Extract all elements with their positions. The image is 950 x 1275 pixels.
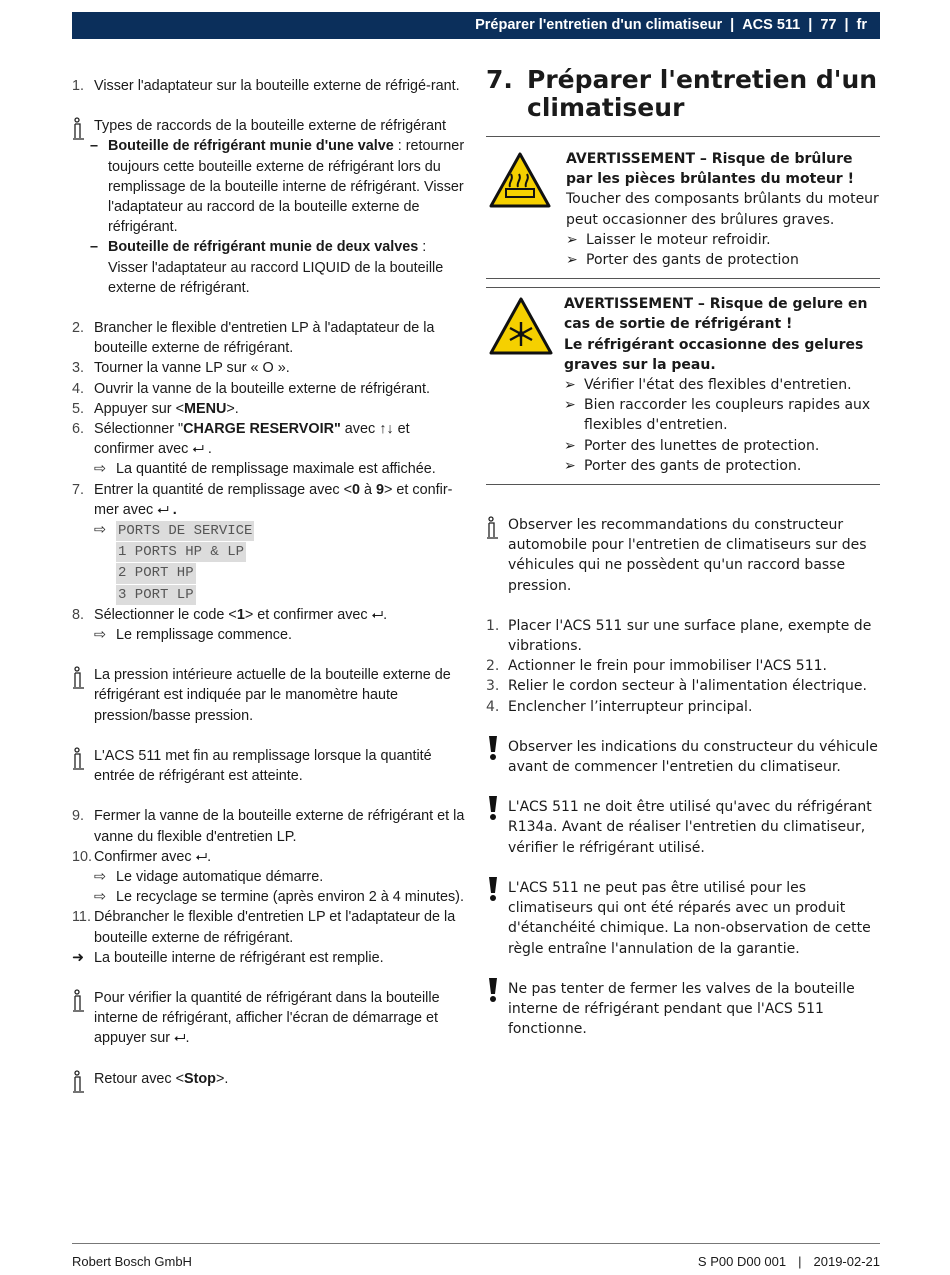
warning-action — [564, 456, 880, 476]
step-number: 9. — [72, 808, 85, 825]
dash-text: : retourner toujours cette bouteille externe de réfrigérant lors du remplissage de la bouteille interne de réfrigérant. Visser l'adaptateur au raccord de la bouteille externe de réfrigérant. — [108, 138, 465, 236]
step-11 — [72, 907, 467, 947]
info-icon — [486, 516, 500, 546]
step-text: Débrancher le flexible d'entretien LP et l'adaptateur de la bouteille externe de réfrigérant. — [94, 909, 456, 946]
step-text: Tourner la vanne LP sur « O ». — [94, 360, 290, 377]
caution-note — [486, 878, 880, 959]
step-text-end: . — [383, 606, 388, 623]
exclamation-icon — [486, 977, 500, 1009]
step-text: Relier le cordon secteur à l'alimentation électrique. — [508, 678, 867, 695]
caution-note — [486, 797, 880, 858]
step-text-post: et confirmer avec — [94, 421, 410, 458]
step-number: 11. — [72, 909, 91, 926]
setup-step — [486, 676, 880, 696]
info-icon — [72, 1070, 86, 1100]
step-number: 4. — [72, 380, 85, 397]
header-page-number: 77 — [820, 17, 837, 33]
info-return — [72, 1069, 467, 1089]
result-text: Le remplissage commence. — [116, 627, 292, 644]
page-header: Préparer l'entretien d'un climatiseur | ACS 511 | 77 | fr — [72, 12, 880, 39]
info-text: L'ACS 511 met fin au remplissage lorsque la quantité entrée de réfrigérant est atteinte. — [94, 747, 432, 785]
warning-action — [564, 375, 880, 395]
dash-item-two-valves — [90, 237, 467, 298]
step-number: 1. — [72, 78, 85, 94]
action-arrow-icon: ➢ — [564, 437, 576, 454]
warning-description: Toucher des composants brûlants du moteur peut occasionner des brûlures graves. — [566, 191, 879, 228]
step-text: Entrer la quantité de remplissage avec < — [94, 481, 352, 498]
enter-key-icon: ⮠ — [195, 848, 208, 865]
section-heading — [486, 66, 880, 122]
result-text: La quantité de remplissage maximale est affichée. — [116, 461, 436, 478]
footer-date: 2019-02-21 — [813, 1254, 880, 1269]
dash-text: : Visser l'adaptateur au raccord LIQUID de la bouteille externe de réfrigérant. — [108, 239, 444, 296]
step-text-end: . — [172, 501, 177, 518]
step-8-result — [94, 625, 467, 645]
warning-burn — [486, 137, 880, 276]
step-text-end: . — [207, 848, 212, 865]
warning-title: AVERTISSEMENT – Risque de gelure en cas de sortie de réfrigérant ! — [564, 296, 868, 333]
setup-step — [486, 697, 880, 717]
info-end-filling — [72, 746, 467, 786]
header-product: ACS 511 — [742, 17, 801, 33]
arrow-keys-icon: ↑↓ — [379, 421, 394, 438]
step-6-result — [94, 459, 467, 479]
step-number: 2. — [486, 658, 500, 675]
step-10 — [72, 847, 467, 867]
dash-bold-label: Bouteille de réfrigérant munie de deux valves — [108, 239, 419, 256]
caution-text: L'ACS 511 ne doit être utilisé qu'avec du réfrigérant R134a. Avant de réaliser l'entretien du climatiseur, vérifier le réfrigérant utilisé. — [508, 799, 872, 856]
action-text: Porter des lunettes de protection. — [584, 437, 820, 454]
step-7 — [72, 480, 467, 520]
step-10-result-2 — [94, 887, 467, 907]
page-footer — [72, 1243, 880, 1269]
step-text-post: > et confirmer avec — [244, 606, 368, 623]
info-text-end: . — [185, 1030, 190, 1047]
step-5 — [72, 399, 467, 419]
result-arrow-icon: ⇨ — [94, 627, 107, 644]
caution-text: Observer les indications du constructeur du véhicule avant de commencer l'entretien du climatiseur. — [508, 738, 878, 776]
action-text: Porter des gants de protection. — [584, 457, 802, 474]
warning-action — [566, 230, 880, 250]
setup-step — [486, 656, 880, 676]
lcd-line: 3 PORT LP — [116, 585, 196, 605]
divider — [486, 484, 880, 485]
step-number: 6. — [72, 421, 85, 438]
step-number: 4. — [486, 698, 500, 715]
action-arrow-icon: ➢ — [566, 231, 578, 248]
caution-text: Ne pas tenter de fermer les valves de la bouteille interne de réfrigérant pendant que l'ACS 511 fonctionne. — [508, 980, 855, 1038]
lcd-line: PORTS DE SERVICE — [116, 521, 254, 541]
info-icon — [72, 666, 86, 696]
key-0-label: 0 — [351, 481, 360, 498]
right-column — [486, 66, 880, 1039]
enter-key-icon: ⮠ — [371, 606, 384, 623]
step-text-mid: à — [360, 481, 376, 498]
step-text: Enclencher l’interrupteur principal. — [508, 698, 753, 715]
result-arrow-icon: ⇨ — [94, 868, 107, 885]
action-arrow-icon: ➢ — [566, 252, 578, 269]
code-label: 1 — [236, 606, 245, 623]
result-arrow-icon: ⇨ — [94, 522, 107, 539]
enter-key-icon: ⮠ — [174, 1030, 186, 1047]
final-result — [72, 948, 467, 968]
step-1 — [72, 76, 467, 96]
footer-doc-info: S P00 D00 001 | 2019-02-21 — [697, 1254, 880, 1269]
info-text: Pour vérifier la quantité de réfrigérant dans la bouteille interne de réfrigérant, afficher l'écran de démarrage et appuyer sur — [94, 989, 440, 1047]
caution-text: L'ACS 511 ne peut pas être utilisé pour les climatiseurs qui ont été réparés avec un produit d'étanchéité chimique. La non-observation de cette règle entraîne l'annulation de la garantie. — [508, 879, 871, 957]
action-text: Laisser le moteur refroidir. — [586, 231, 771, 248]
warning-action — [564, 395, 880, 435]
header-language: fr — [856, 17, 867, 33]
caution-note — [486, 737, 880, 777]
info-check-quantity — [72, 988, 467, 1049]
warning-action — [564, 436, 880, 456]
result-arrow-icon: ⇨ — [94, 889, 107, 906]
result-text: Le recyclage se termine (après environ 2 à 4 minutes). — [116, 889, 464, 906]
action-text: Porter des gants de protection — [586, 252, 799, 269]
footer-company: Robert Bosch GmbH — [72, 1254, 192, 1269]
step-text: Sélectionner " — [94, 421, 184, 438]
step-text: Confirmer avec — [94, 848, 192, 865]
enter-key-icon: ⮠ — [157, 501, 169, 518]
warning-action — [566, 250, 880, 270]
divider — [486, 278, 880, 279]
section-number: 7. — [486, 65, 513, 94]
result-arrow-icon: ⇨ — [94, 461, 107, 478]
cold-warning-icon — [486, 294, 564, 476]
hot-surface-warning-icon — [486, 149, 566, 270]
step-number: 1. — [486, 617, 500, 634]
dash-bullet: – — [90, 239, 99, 256]
info-icon — [72, 989, 86, 1019]
exclamation-icon — [486, 876, 500, 908]
step-text-post: > et confir-mer avec — [94, 481, 453, 518]
step-text-end: >. — [226, 400, 239, 417]
step-text: Sélectionner le code < — [94, 606, 237, 623]
menu-key-label: MENU — [184, 400, 227, 417]
setup-step — [486, 616, 880, 656]
section-title: Préparer l'entretien d'un climatiseur — [527, 65, 878, 122]
menu-item-label: CHARGE RESERVOIR" — [183, 421, 341, 438]
step-text-mid: avec — [340, 421, 380, 438]
warning-title: AVERTISSEMENT – Risque de brûlure par les pièces brûlantes du moteur ! — [566, 151, 854, 188]
step-number: 2. — [72, 320, 85, 337]
header-title: Préparer l'entretien d'un climatiseur — [475, 17, 723, 33]
setup-steps — [486, 616, 880, 717]
info-text: Types de raccords de la bouteille externe de réfrigérant — [94, 118, 446, 135]
step-text: Appuyer sur < — [94, 400, 184, 417]
info-text: Observer les recommandations du constructeur automobile pour l'entretien de climatiseurs sur des véhicules qui ne possèdent qu'un raccord basse pression. — [508, 517, 867, 594]
key-9-label: 9 — [376, 481, 385, 498]
step-7-lcd — [94, 520, 467, 605]
step-text-end: . — [207, 441, 212, 458]
step-number: 10. — [72, 848, 93, 865]
step-6 — [72, 419, 467, 459]
footer-doc-number: S P00 D00 001 — [697, 1254, 787, 1269]
step-number: 3. — [72, 360, 85, 377]
warning-frostbite — [486, 288, 880, 482]
info-connection-types — [72, 116, 467, 136]
dash-bullet: – — [90, 138, 99, 155]
step-text: Actionner le frein pour immobiliser l'ACS 511. — [508, 658, 827, 675]
info-icon — [72, 117, 86, 147]
lcd-line: 1 PORTS HP & LP — [116, 542, 246, 562]
lcd-line: 2 PORT HP — [116, 563, 196, 583]
lcd-display — [116, 520, 467, 605]
step-number: 3. — [486, 678, 500, 695]
dash-item-one-valve — [90, 136, 467, 237]
info-pressure — [72, 665, 467, 726]
step-3 — [72, 358, 467, 378]
dash-bold-label: Bouteille de réfrigérant munie d'une valve — [108, 138, 394, 155]
action-arrow-icon: ➢ — [564, 457, 576, 474]
step-10-result-1 — [94, 867, 467, 887]
step-number: 8. — [72, 606, 85, 623]
step-text: Fermer la vanne de la bouteille externe de réfrigérant et la vanne du flexible d'entretien LP. — [94, 808, 465, 845]
stop-key-label: Stop — [184, 1070, 216, 1087]
info-text: Retour avec < — [94, 1070, 184, 1087]
step-text: Brancher le flexible d'entretien LP à l'adaptateur de la bouteille externe de réfrigérant. — [94, 320, 435, 357]
action-arrow-icon: ➢ — [564, 397, 576, 414]
caution-note — [486, 979, 880, 1040]
left-column — [72, 76, 467, 1089]
step-text: Ouvrir la vanne de la bouteille externe de réfrigérant. — [94, 380, 430, 397]
info-manufacturer — [486, 515, 880, 596]
action-text: Vérifier l'état des flexibles d'entretien. — [584, 377, 852, 394]
warning-description: Le réfrigérant occasionne des gelures graves sur la peau. — [564, 336, 864, 373]
step-text: Visser l'adaptateur sur la bouteille externe de réfrigé-rant. — [94, 78, 460, 94]
info-text: La pression intérieure actuelle de la bouteille externe de réfrigérant est indiquée par le manomètre haute pression/basse pression. — [94, 667, 451, 724]
result-text: La bouteille interne de réfrigérant est remplie. — [94, 949, 384, 966]
enter-key-icon: ⮠ — [192, 441, 204, 458]
info-icon — [72, 747, 86, 777]
step-8 — [72, 605, 467, 625]
result-text: Le vidage automatique démarre. — [116, 868, 324, 885]
step-number: 5. — [72, 400, 85, 417]
action-arrow-icon: ➢ — [564, 377, 576, 394]
exclamation-icon — [486, 795, 500, 827]
step-text: Placer l'ACS 511 sur une surface plane, exempte de vibrations. — [508, 617, 872, 655]
step-9 — [72, 806, 467, 846]
info-text-end: >. — [215, 1070, 229, 1087]
step-2 — [72, 318, 467, 358]
action-text: Bien raccorder les coupleurs rapides aux flexibles d'entretien. — [584, 397, 871, 434]
exclamation-icon — [486, 735, 500, 767]
step-4 — [72, 379, 467, 399]
step-number: 7. — [72, 481, 85, 498]
final-result-arrow-icon: ➜ — [72, 949, 85, 966]
